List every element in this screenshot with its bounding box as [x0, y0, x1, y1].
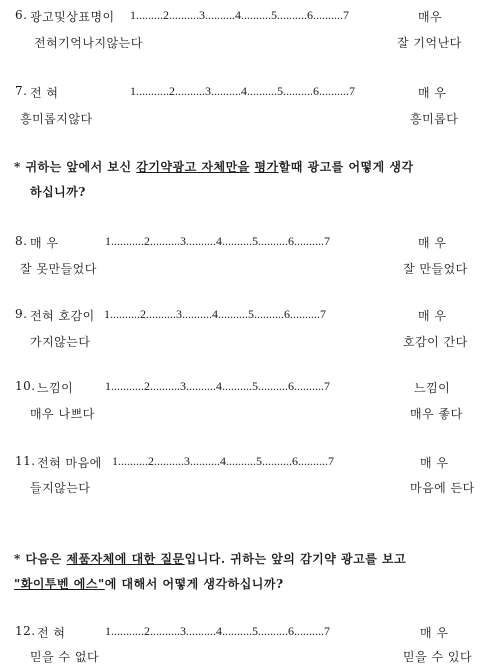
q12-number: 12.: [15, 624, 36, 638]
q8-left-bottom: 잘 못만들었다: [20, 262, 97, 276]
section2-bullet: *: [14, 552, 21, 566]
q10-left-bottom: 매우 나쁘다: [30, 407, 95, 421]
section1-bullet: *: [14, 160, 21, 174]
q12-right-bottom: 믿을 수 있다: [403, 650, 473, 664]
q11-prompt: 전혀 마음에: [37, 456, 102, 470]
q10-scale: 1...........2..........3..........4..........5..........6..........7: [105, 379, 330, 393]
q11-right-bottom: 마음에 든다: [410, 481, 475, 495]
section2-line2: [14, 575, 284, 592]
q9-left-bottom: 가지않는다: [30, 335, 91, 349]
q12-scale: 1...........2..........3..........4..........5..........6..........7: [105, 624, 330, 638]
q6-scale: 1.........2..........3..........4..........5..........6..........7: [130, 8, 349, 22]
q11-right-top: 매 우: [420, 456, 449, 470]
q7-scale: 1...........2..........3..........4..........5..........6..........7: [130, 84, 355, 98]
q7-left-bottom: 흥미롭지않다: [20, 112, 93, 126]
q12-prompt: 전 혀: [37, 626, 66, 640]
q7-right-top: 매 우: [418, 86, 447, 100]
q8-number: 8.: [15, 234, 28, 248]
q11-left-bottom: 들지않는다: [30, 481, 91, 495]
q6-right-top: 매우: [418, 10, 443, 24]
section2-product-name: "화이투벤 에스": [14, 577, 105, 591]
section1-underline-1: 감기약광고 자체만을: [136, 160, 250, 174]
q9-scale: 1..........2..........3..........4..........5..........6..........7: [104, 307, 326, 321]
q9-right-bottom: 호감이 간다: [403, 335, 468, 349]
q9-prompt: 전혀 호감이: [30, 309, 95, 323]
q6-number: 6.: [15, 8, 28, 22]
section2-post2: 에 대해서 어떻게 생각하십니까?: [104, 577, 284, 591]
section1-line2: 하십니까?: [30, 185, 86, 199]
section2-pre: 다음은: [25, 552, 62, 566]
q10-right-top: 느낌이: [414, 381, 451, 395]
q7-right-bottom: 흥미롭다: [410, 112, 459, 126]
q12-left-bottom: 믿을 수 없다: [30, 650, 100, 664]
q8-right-top: 매 우: [418, 236, 447, 250]
q6-right-bottom: 잘 기억난다: [397, 36, 462, 50]
q11-number: 11.: [15, 454, 36, 468]
q6-prompt: 광고및상표명이: [30, 10, 115, 24]
section2-instruction: [14, 550, 406, 567]
q9-right-top: 매 우: [418, 309, 447, 323]
section2-post: 입니다. 귀하는 앞의 감기약 광고를 보고: [184, 552, 407, 566]
section1-post: 할때 광고를 어떻게 생각: [278, 160, 414, 174]
section1-instruction: [14, 158, 414, 175]
q12-right-top: 매 우: [420, 626, 449, 640]
q10-number: 10.: [15, 379, 36, 393]
section2-underline: 제품자체에 대한 질문: [66, 552, 185, 566]
section1-underline-2: 평가: [254, 160, 279, 174]
q8-scale: 1...........2..........3..........4..........5..........6..........7: [105, 234, 330, 248]
q7-number: 7.: [15, 84, 28, 98]
section1-pre: 귀하는 앞에서 보신: [25, 160, 132, 174]
q6-left-bottom: 전혀기억나지않는다: [34, 36, 143, 50]
q7-prompt: 전 혀: [30, 86, 59, 100]
q10-prompt: 느낌이: [37, 381, 74, 395]
q11-scale: 1..........2..........3..........4..........5..........6..........7: [112, 454, 334, 468]
q9-number: 9.: [15, 307, 28, 321]
q8-prompt: 매 우: [30, 236, 59, 250]
q10-right-bottom: 매우 좋다: [410, 407, 463, 421]
q8-right-bottom: 잘 만들었다: [403, 262, 468, 276]
